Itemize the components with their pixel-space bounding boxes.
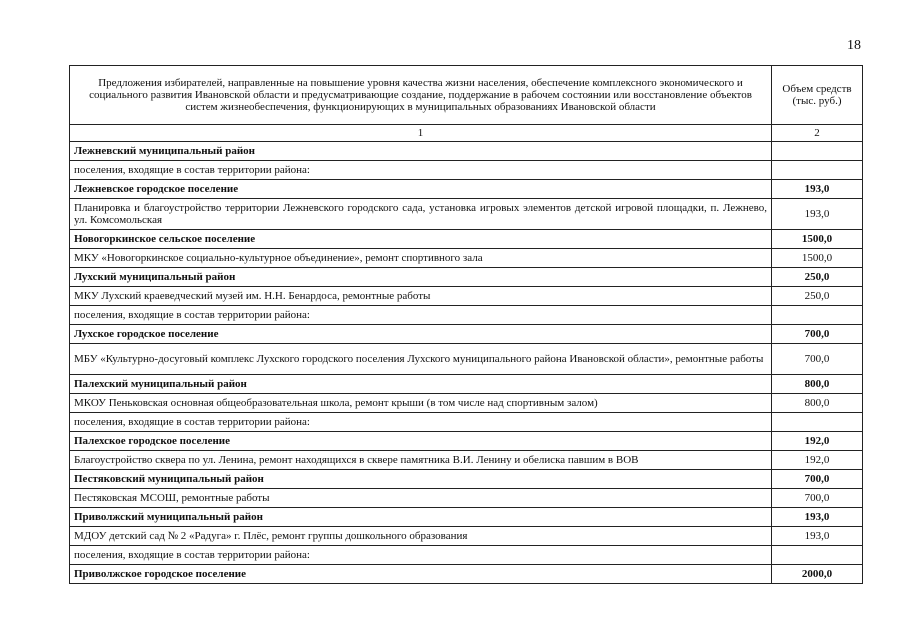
row-description: поселения, входящие в состав территории района: [70,161,772,180]
row-description: МБУ «Культурно-досуговый комплекс Лухского городского поселения Лухского муниципального района Ивановской области», ремонтные работы [70,344,772,375]
table-row [70,451,863,470]
row-amount: 1500,0 [772,230,863,249]
table-row [70,287,863,306]
row-amount: 700,0 [772,325,863,344]
row-description: поселения, входящие в состав территории района: [70,413,772,432]
row-description: МКУ «Новогоркинское социально-культурное объединение», ремонт спортивного зала [70,249,772,268]
row-amount [772,546,863,565]
column-number-2: 2 [772,125,863,142]
row-description: Планировка и благоустройство территории Лежневского городского сада, установка игровых элементов детской игровой площадки, п. Лежнево, ул. Комсомольская [70,199,772,230]
column-number-1: 1 [70,125,772,142]
table-row [70,344,863,375]
row-description: МКУ Лухский краеведческий музей им. Н.Н. Бенардоса, ремонтные работы [70,287,772,306]
table-row [70,142,863,161]
row-description: Приволжское городское поселение [70,565,772,584]
table-row [70,180,863,199]
table-row [70,527,863,546]
table-row [70,249,863,268]
row-amount [772,306,863,325]
row-description: Новогоркинское сельское поселение [70,230,772,249]
row-amount: 193,0 [772,527,863,546]
row-amount [772,161,863,180]
table-row [70,325,863,344]
table-row [70,432,863,451]
row-description: Благоустройство сквера по ул. Ленина, ремонт находящихся в сквере памятника В.И. Ленину и обелиска павшим в ВОВ [70,451,772,470]
row-description: МКОУ Пеньковская основная общеобразовательная школа, ремонт крыши (в том числе над спортивным залом) [70,394,772,413]
table-row [70,268,863,287]
row-amount: 1500,0 [772,249,863,268]
column-number-row [70,125,863,142]
table-row [70,306,863,325]
row-amount: 700,0 [772,489,863,508]
row-amount: 192,0 [772,451,863,470]
row-amount: 250,0 [772,268,863,287]
row-description: Пестяковская МСОШ, ремонтные работы [70,489,772,508]
table-row [70,470,863,489]
table-row [70,508,863,527]
row-amount: 2000,0 [772,565,863,584]
table-row [70,489,863,508]
row-amount: 193,0 [772,508,863,527]
row-description: МДОУ детский сад № 2 «Радуга» г. Плёс, ремонт группы дошкольного образования [70,527,772,546]
row-description: Приволжский муниципальный район [70,508,772,527]
row-amount [772,413,863,432]
row-description: Пестяковский муниципальный район [70,470,772,489]
row-description: поселения, входящие в состав территории района: [70,546,772,565]
row-description: Лухский муниципальный район [70,268,772,287]
table-header-row [70,66,863,125]
row-amount: 192,0 [772,432,863,451]
table-row [70,375,863,394]
row-amount: 193,0 [772,199,863,230]
header-funding: Объем средств (тыс. руб.) [772,66,863,125]
row-amount: 700,0 [772,470,863,489]
row-amount: 700,0 [772,344,863,375]
row-description: Лежневское городское поселение [70,180,772,199]
table-row [70,199,863,230]
row-description: поселения, входящие в состав территории района: [70,306,772,325]
row-amount: 800,0 [772,375,863,394]
row-description: Палехское городское поселение [70,432,772,451]
table-row [70,394,863,413]
table-row [70,565,863,584]
row-amount: 250,0 [772,287,863,306]
table-row [70,413,863,432]
table-row [70,161,863,180]
header-proposals: Предложения избирателей, направленные на повышение уровня качества жизни населения, обеспечение комплексного экономического и социального развития Ивановской области и предусматривающие создание, поддержание в рабочем состоянии или восстановление объектов систем жизнеобеспечения, функционирующих в муниципальных образованиях Ивановской области [70,66,772,125]
row-amount: 800,0 [772,394,863,413]
row-amount [772,142,863,161]
page-number: 18 [847,38,861,53]
row-amount: 193,0 [772,180,863,199]
table-row [70,546,863,565]
row-description: Палехский муниципальный район [70,375,772,394]
table-row [70,230,863,249]
row-description: Лежневский муниципальный район [70,142,772,161]
row-description: Лухское городское поселение [70,325,772,344]
proposals-table [69,65,863,584]
